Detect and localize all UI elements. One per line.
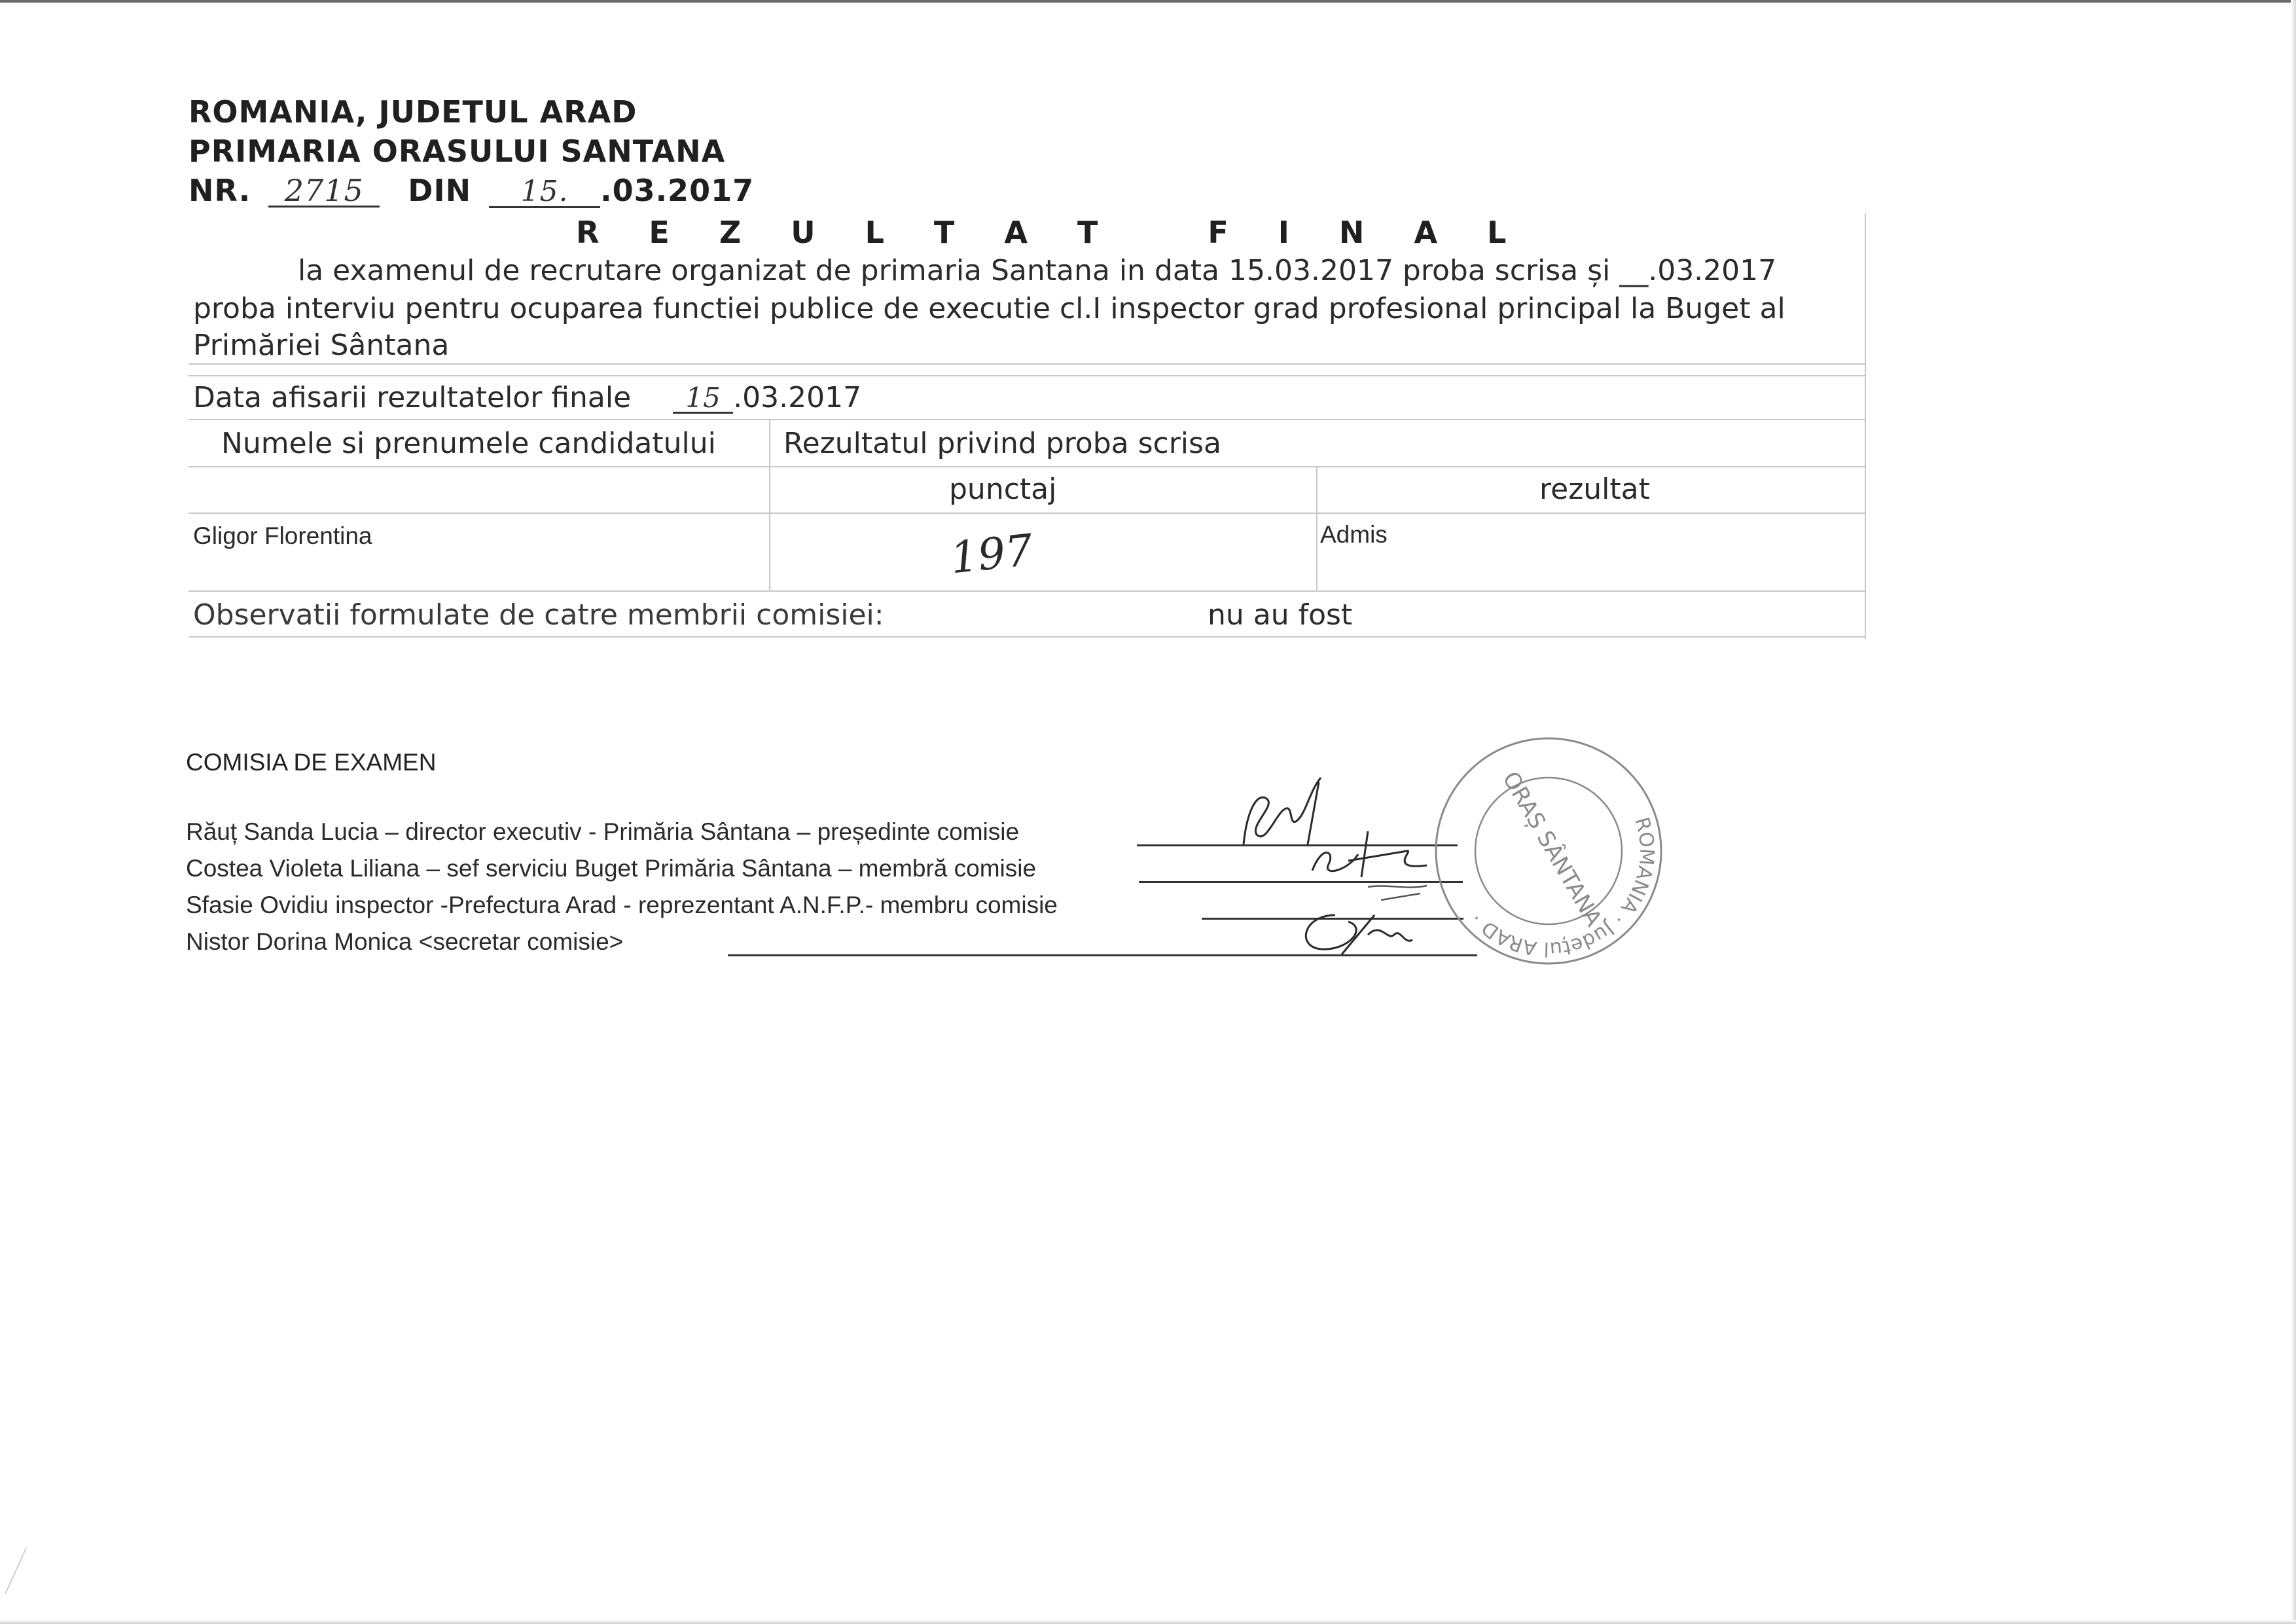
- table-rule-6: [188, 590, 1866, 592]
- date-suffix: .03.2017: [600, 173, 755, 208]
- din-value: 15.: [489, 177, 600, 208]
- display-date-row: [193, 381, 861, 414]
- signature-member-1: [1309, 825, 1440, 884]
- candidate-result: Admis: [1320, 521, 1388, 548]
- candidate-score: 197: [948, 524, 1035, 584]
- table-rule-2: [188, 375, 1866, 376]
- table-rule-3: [188, 419, 1866, 420]
- header-line-1: ROMANIA, JUDETUL ARAD: [188, 94, 637, 130]
- commission-title: COMISIA DE EXAMEN: [186, 749, 437, 776]
- commission-member-1: Răuț Sanda Lucia – director executiv - Primăria Sântana – președinte comisie: [186, 818, 1020, 845]
- stamp-inner-text: ORAȘ SÂNTANA: [1497, 767, 1607, 931]
- table-rule-7: [188, 636, 1866, 638]
- din-label: DIN: [408, 173, 472, 208]
- intro-line-2: proba interviu pentru ocuparea functiei publice de executie cl.I inspector grad profesional principal la Buget al: [193, 292, 1785, 325]
- candidate-name: Gligor Florentina: [193, 522, 372, 549]
- signature-secretary: [1296, 909, 1427, 961]
- scan-right-edge: [2291, 0, 2296, 1624]
- table-rule-5: [188, 513, 1866, 514]
- scan-bottom-edge: [0, 1620, 2296, 1624]
- col-result-header: Rezultatul privind proba scrisa: [783, 427, 1221, 460]
- commission-member-3: Sfasie Ovidiu inspector -Prefectura Arad - reprezentant A.N.F.P.- membru comisie: [186, 892, 1058, 918]
- intro-line-1: la examenul de recrutare organizat de primaria Santana in data 15.03.2017 proba scrisa și __.03.2017: [298, 254, 1777, 287]
- observations-value: nu au fost: [1208, 598, 1353, 632]
- table-col-divider-2: [1316, 466, 1318, 590]
- stamp-outer-text: ROMANIA · Județul ARAD ·: [1466, 814, 1659, 961]
- header-nr-line: [188, 173, 754, 208]
- scan-top-edge: [0, 0, 2296, 3]
- header-line-2: PRIMARIA ORASULUI SANTANA: [188, 134, 726, 169]
- table-col-divider-1: [769, 419, 770, 590]
- col-name-header: Numele si prenumele candidatului: [221, 427, 716, 460]
- official-stamp: [1431, 733, 1666, 969]
- intro-line-3: Primăriei Sântana: [193, 329, 450, 362]
- nr-value: 2715: [268, 175, 380, 208]
- nr-label: NR.: [188, 173, 251, 208]
- signature-member-2: [1361, 880, 1440, 907]
- display-date-label: Data afisarii rezultatelor finale: [193, 381, 632, 414]
- scan-mark: [0, 1545, 39, 1597]
- table-right-border: [1865, 213, 1866, 639]
- display-date-suffix: .03.2017: [733, 381, 862, 414]
- table-rule-1: [188, 363, 1866, 365]
- commission-member-4: Nistor Dorina Monica <secretar comisie>: [186, 928, 624, 955]
- display-date-day: 15: [673, 384, 733, 414]
- observations-label: Observatii formulate de catre membrii comisiei:: [193, 598, 884, 632]
- commission-member-2: Costea Violeta Liliana – sef serviciu Buget Primăria Sântana – membră comisie: [186, 855, 1037, 882]
- table-rule-4: [188, 466, 1866, 467]
- document-title: R E Z U L T A T F I N A L: [576, 215, 1526, 250]
- sub-header-score: punctaj: [949, 473, 1057, 506]
- sub-header-result: rezultat: [1539, 473, 1650, 506]
